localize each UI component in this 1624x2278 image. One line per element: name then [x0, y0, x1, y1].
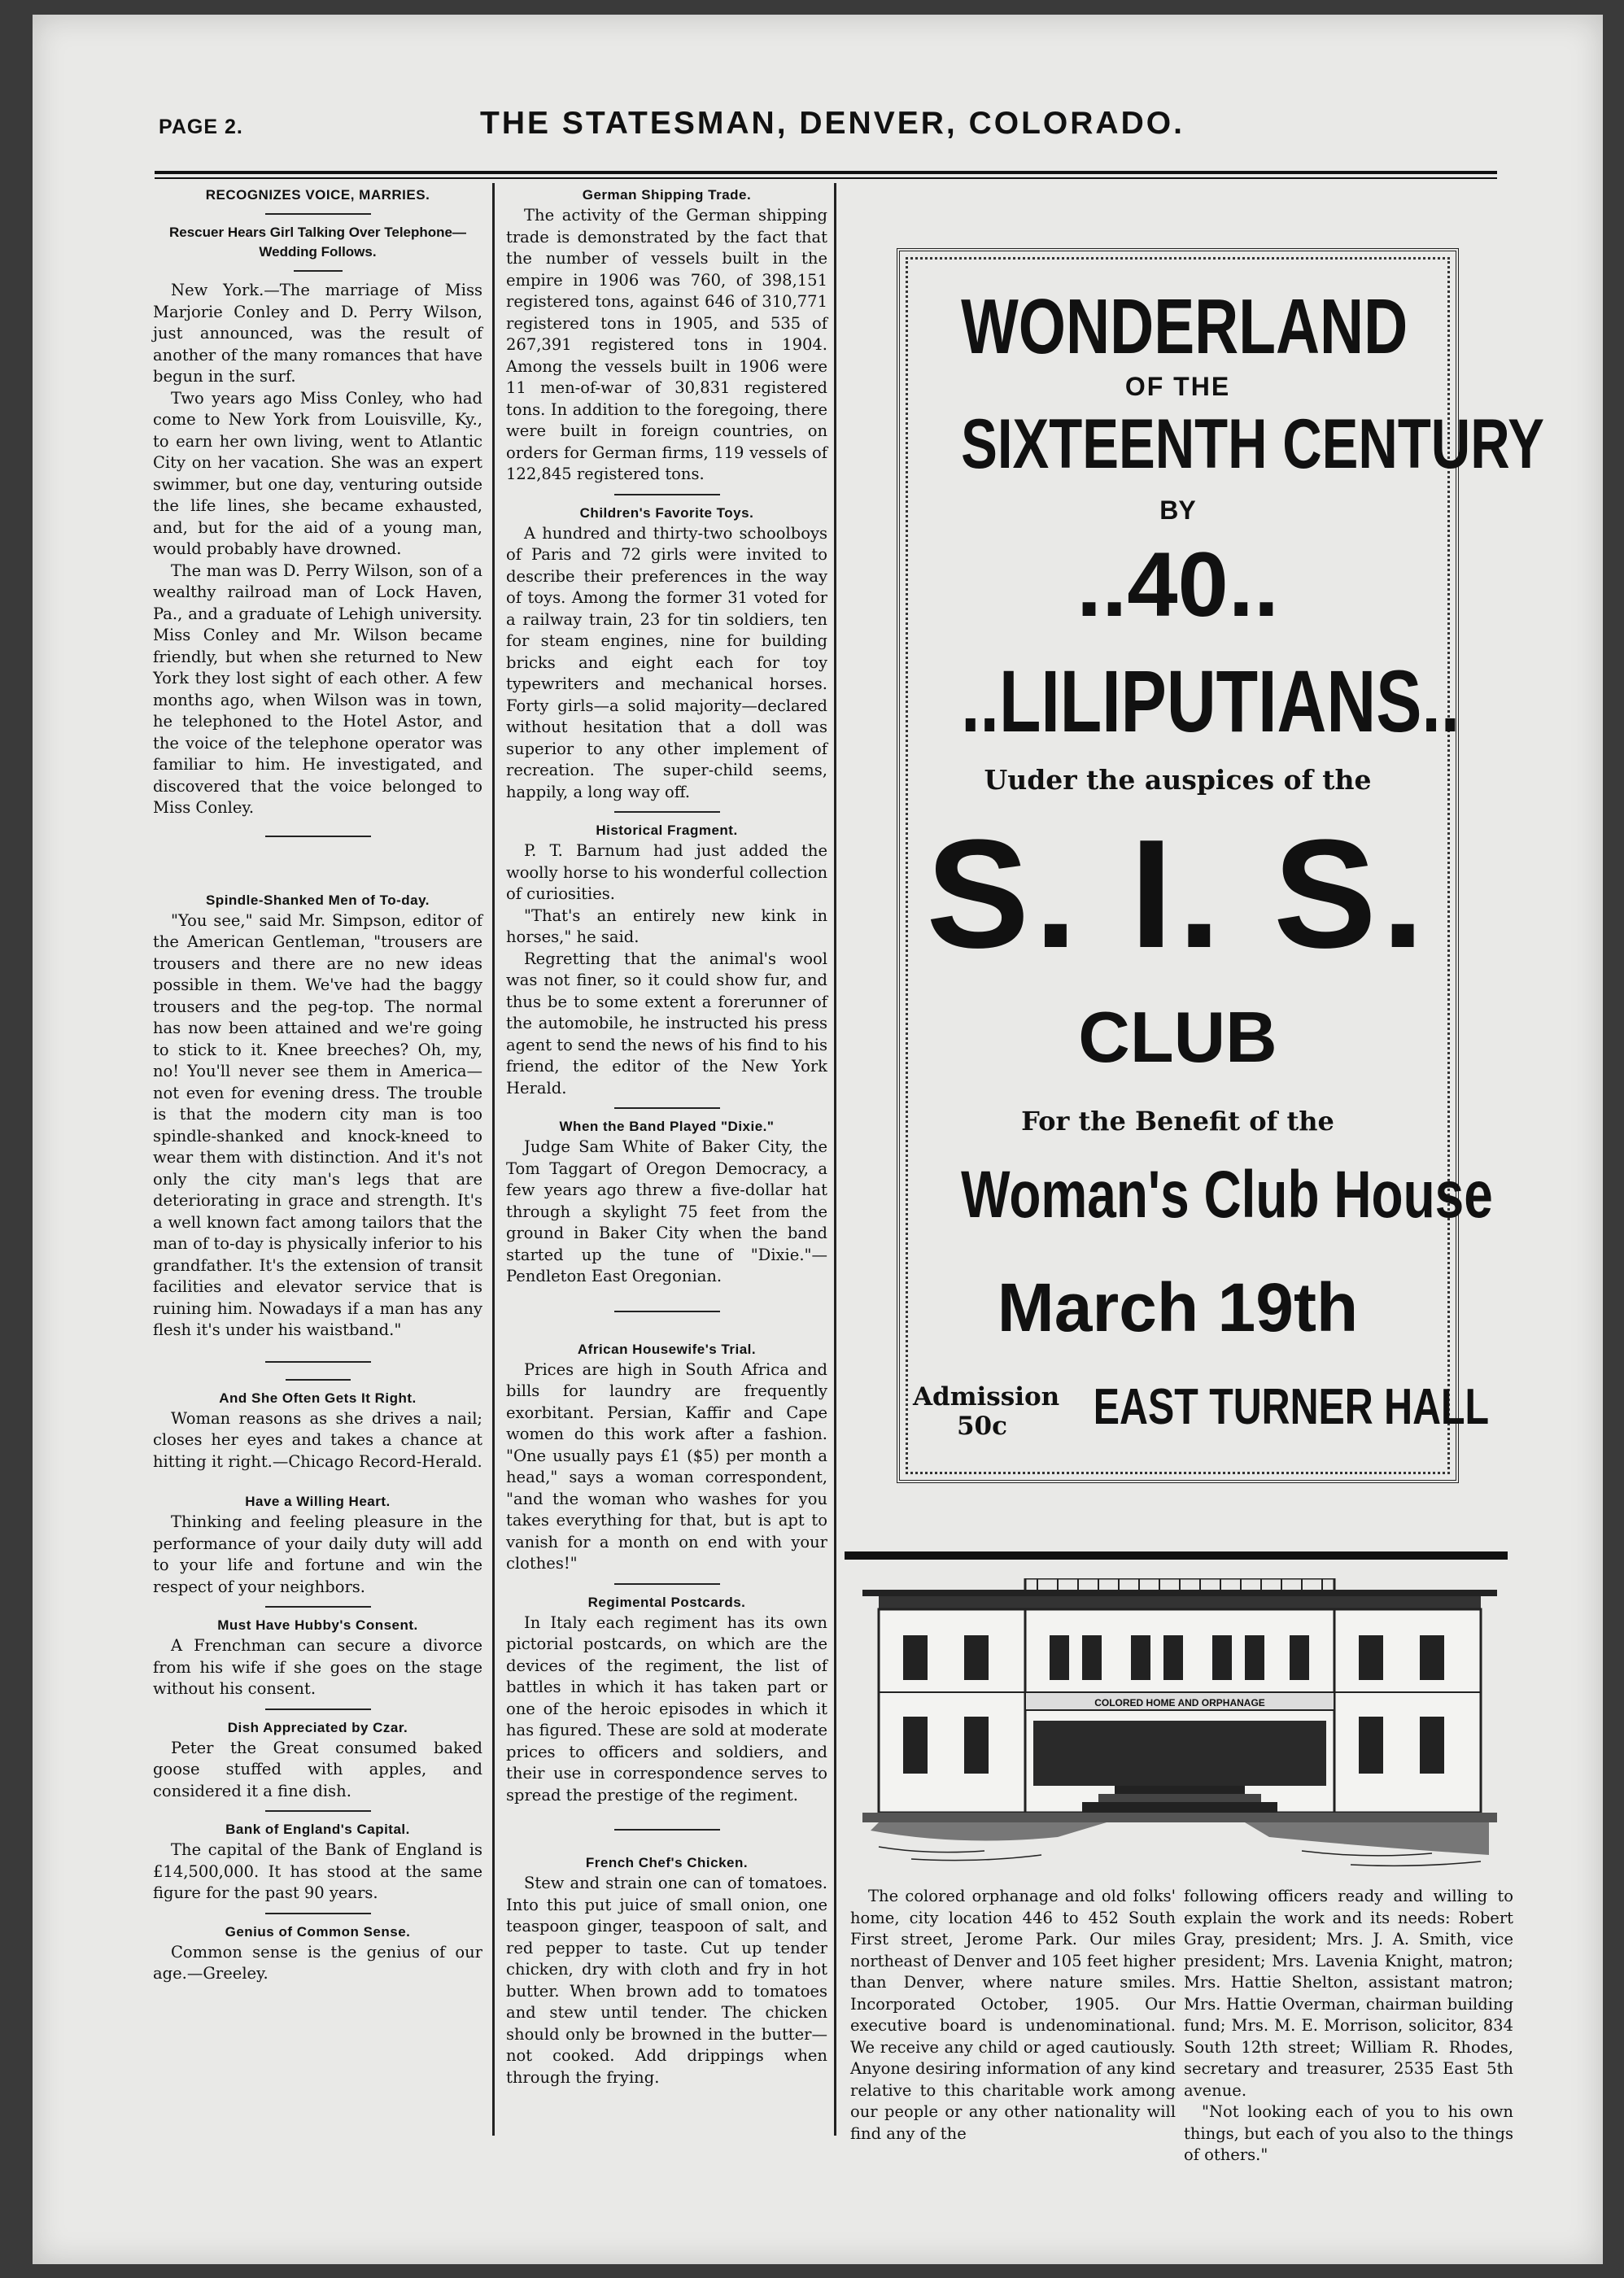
- article-paragraph: Prices are high in South Africa and bills for laundry are frequently exorbitant. Persian, Kaffir and Cape women do this work after a fashion. "One usually pays £1 ($5) per month a head," says a woman correspondent, "and the woman who washes for you takes everything for that, but is apt to vanish for a month on end with your clothes!": [506, 1359, 827, 1573]
- ad-benefit: For the Benefit of the: [1021, 1106, 1334, 1137]
- spacer: [153, 845, 482, 891]
- newspaper-title: THE STATESMAN, DENVER, COLORADO.: [480, 106, 1185, 141]
- headline-rule: [265, 213, 371, 215]
- masthead: [159, 104, 1497, 153]
- article-headline: Bank of England's Capital.: [225, 1822, 410, 1837]
- ad-admission: [913, 1382, 1060, 1441]
- ad-date: March 19th: [997, 1269, 1359, 1346]
- article-separator: [614, 811, 720, 813]
- ad-auspices: Uuder the auspices of the: [984, 764, 1372, 796]
- article-separator: [265, 1708, 371, 1710]
- article-paragraph: Regretting that the animal's wool was not finer, so it could show fur, and thus be to some extent a forerunner of the automobile, he instructed his press agent to send the news of his find to his friend, the editor of the New York Herald.: [506, 949, 827, 1098]
- section-rule: [845, 1551, 1508, 1560]
- ad-sis: S. I. S.: [926, 808, 1430, 980]
- caption-quote: "Not looking each of you to his own things, but each of you also to the things of others.": [1184, 2102, 1513, 2164]
- article-separator: [265, 1606, 371, 1608]
- spacer: [153, 1473, 482, 1492]
- article-paragraph: The capital of the Bank of England is £14,500,000. It has stood at the same figure for the past 90 years.: [153, 1840, 482, 1902]
- article-headline: Have a Willing Heart.: [245, 1494, 391, 1509]
- ad-wonderland: WONDERLAND: [961, 283, 1408, 370]
- page-number: PAGE 2.: [159, 116, 243, 138]
- masthead-rule-thin: [155, 177, 1497, 179]
- article-separator: [286, 1379, 351, 1381]
- masthead-rule: [155, 171, 1497, 174]
- orphanage-caption-right: [1184, 1886, 1513, 2167]
- ad-forty: ..40..: [1076, 534, 1280, 635]
- ad-club: CLUB: [1078, 997, 1277, 1077]
- article-headline: Spindle-Shanked Men of To-day.: [205, 892, 430, 908]
- article-separator: [265, 1913, 371, 1914]
- caption-paragraph: The colored orphanage and old folks' home, city location 446 to 452 South First street, Jerome Park. Our miles northeast of Denver and 105 feet higher than Denver, where nature smiles. Incorporated October, 1905. Our executive board is undenominational. We receive any child or aged cautiously. Anyone desiring information of any kind relative to this charitable work among our people or any other nationality will find any of the: [850, 1887, 1176, 2143]
- article-headline: And She Often Gets It Right.: [219, 1390, 417, 1406]
- article-paragraph: "You see," said Mr. Simpson, editor of the American Gentleman, "trousers are trousers and there are no new ideas possible in them. We've had the baggy trousers and the peg-top. The normal has now been attained and we're going to stick to it. Knee breeches? Oh, my, no! You'll never see them in America—not even for evening dress. The trouble is that the modern city man is too spindle-shanked and knock-kneed to wear them with distinction. And it's not only the city man's legs that are deteriorating in grace and strength. It's a well known fact among tailors that the man of to-day is physically inferior to his grandfather. It's the extension of transit facilities and elevator service that is ruining him. Nowadays if a man has any flesh it's under his waistband.": [153, 910, 482, 1339]
- ad-admission-label: Admission: [913, 1382, 1060, 1412]
- ad-admission-price: 50c: [956, 1412, 1007, 1441]
- article-headline: Dish Appreciated by Czar.: [227, 1719, 408, 1735]
- article-paragraph: New York.—The marriage of Miss Marjorie Conley and D. Perry Wilson, just announced, was the result of another of the many romances that have begun in the surf.: [153, 281, 482, 386]
- article-headline: Genius of Common Sense.: [225, 1923, 411, 1940]
- column-1: [153, 185, 482, 1985]
- article-paragraph: Woman reasons as she drives a nail; closes her eyes and takes a chance at hitting it right.—Chicago Record-Herald.: [153, 1408, 482, 1471]
- article-headline: RECOGNIZES VOICE, MARRIES.: [205, 187, 430, 203]
- article-paragraph: Two years ago Miss Conley, who had come to New York from Louisville, Ky., to earn her own living, went to Atlantic City on her vacation. She was an expert swimmer, but one day, venturing outside the life lines, she became exhausted, and, but for the aid of a young man, would probably have drowned.: [153, 388, 482, 558]
- ad-of-the: OF THE: [1124, 372, 1231, 401]
- article-paragraph: Peter the Great consumed baked goose stuffed with apples, and considered it a fine dish.: [153, 1738, 482, 1800]
- column-2: [506, 185, 827, 2088]
- ad-liliputians: ..LILIPUTIANS..: [961, 652, 1460, 750]
- orphanage-sign: COLORED HOME AND ORPHANAGE: [1094, 1697, 1265, 1708]
- article-paragraph: Common sense is the genius of our age.—Greeley.: [153, 1942, 482, 1983]
- ad-sixteenth-century: SIXTEENTH CENTURY: [961, 405, 1544, 483]
- article-paragraph: Judge Sam White of Baker City, the Tom Taggart of Oregon Democracy, a few years ago threw a five-dollar hat through a skylight 75 feet from the ground in Baker City when the band started up the tune of "Dixie."—Pendleton East Oregonian.: [506, 1137, 827, 1285]
- article-paragraph: The activity of the German shipping trade is demonstrated by the fact that the number of vessels built in the empire in 1906 was 760, of 398,151 registered tons, against 646 of 310,771 registered tons in 1905, and 535 of 267,391 registered tons in 1904. Among the vessels built in 1906 were 11 men-of-war of 30,831 registered tons. In addition to the foregoing, there were built in foreign countries, on orders for German firms, 119 vessels of 122,845 registered tons.: [506, 206, 827, 483]
- article-paragraph: A hundred and thirty-two schoolboys of Paris and 72 girls were invited to describe their preferences in the way of toys. Among the former 31 voted for a railway train, 23 for tin soldiers, ten for steam engines, nine for building bricks and eight each for toy typewriters and mechanical horses. Forty girls—a solid majority—declared without hesitation that a doll was superior to any other implement of recreation. The super-child seems, happily, a long way off.: [506, 523, 827, 801]
- article-separator: [614, 494, 720, 495]
- article-headline: Regimental Postcards.: [587, 1594, 746, 1610]
- article-headline: African Housewife's Trial.: [577, 1341, 757, 1357]
- orphanage-caption-left: [850, 1886, 1176, 2145]
- article-headline: French Chef's Chicken.: [585, 1855, 749, 1870]
- article-separator: [614, 1107, 720, 1109]
- article-subheadline: Rescuer Hears Girl Talking Over Telephone—Wedding Follows.: [169, 225, 466, 260]
- article-separator: [265, 836, 371, 837]
- article-paragraph: Thinking and feeling pleasure in the performance of your daily duty will add to your life and fortune and win the respect of your neighbors.: [153, 1512, 482, 1596]
- advertisement-box: [897, 248, 1544, 1483]
- article-headline: Historical Fragment.: [596, 823, 738, 838]
- article-headline: When the Band Played "Dixie.": [559, 1119, 775, 1134]
- article-paragraph: P. T. Barnum had just added the woolly horse to his wonderful collection of curiosities.: [506, 841, 827, 903]
- article-paragraph: Stew and strain one can of tomatoes. Into this put juice of small onion, one teaspoon ginger, teaspoon of salt, and red pepper to taste. Cut up tender chicken, dry with cloth and fry in hot butter. When brown add to tomatoes and stew until tender. The chicken should only be browned in the butter—not cooked. Add drippings when through the frying.: [506, 1874, 827, 2087]
- article-separator: [614, 1829, 720, 1831]
- orphanage-building-illustration: [862, 1578, 1497, 1879]
- column-rule-1: [492, 183, 495, 2136]
- article-separator: [614, 1311, 720, 1312]
- ad-by: BY: [1159, 495, 1196, 525]
- headline-rule: [294, 270, 343, 272]
- ad-womans-club-house: Woman's Club House: [961, 1158, 1493, 1232]
- article-separator: [265, 1810, 371, 1812]
- article-paragraph: "That's an entirely new kink in horses," he said.: [506, 906, 827, 946]
- caption-paragraph: following officers ready and willing to explain the work and its needs: Robert Gray, president; Mrs. J. A. Smith, vice president; Mrs. Lavenia Knight, matron; Mrs. Hattie Shelton, assistant matron; Mrs. Hattie Overman, chairman building fund; Mrs. M. E. Morrison, solicitor, 834 South 12th street; William R. Rhodes, secretary and treasurer, 2535 East 5th avenue.: [1184, 1887, 1513, 2100]
- article-separator: [614, 1583, 720, 1585]
- article-headline: Must Have Hubby's Consent.: [217, 1617, 418, 1633]
- article-paragraph: In Italy each regiment has its own pictorial postcards, on which are the devices of the regiment, the list of battles in which it has taken part or one of the heroic episodes in which it has figured. These are sold at moderate prices to officers and soldiers, and their use in correspondence serves to spread the prestige of the regiment.: [506, 1612, 827, 1805]
- article-paragraph: The man was D. Perry Wilson, son of a wealthy railroad man of Lock Haven, Pa., and a graduate of Lehigh university. Miss Conley and Mr. Wilson became friendly, but when she returned to New York they lost sight of each other. A few months ago, when Wilson was in town, he telephoned to the Hotel Astor, and the voice of the telephone operator was familiar to him. He investigated, and discovered that the voice belonged to Miss Conley.: [153, 561, 482, 817]
- article-paragraph: A Frenchman can secure a divorce from his wife if she goes on the stage without his consent.: [153, 1636, 482, 1698]
- column-rule-2: [834, 183, 836, 2136]
- article-separator: [265, 1361, 371, 1363]
- article-headline: Children's Favorite Toys.: [579, 504, 754, 521]
- article-headline: German Shipping Trade.: [582, 187, 752, 203]
- ad-venue: EAST TURNER HALL: [1093, 1379, 1490, 1435]
